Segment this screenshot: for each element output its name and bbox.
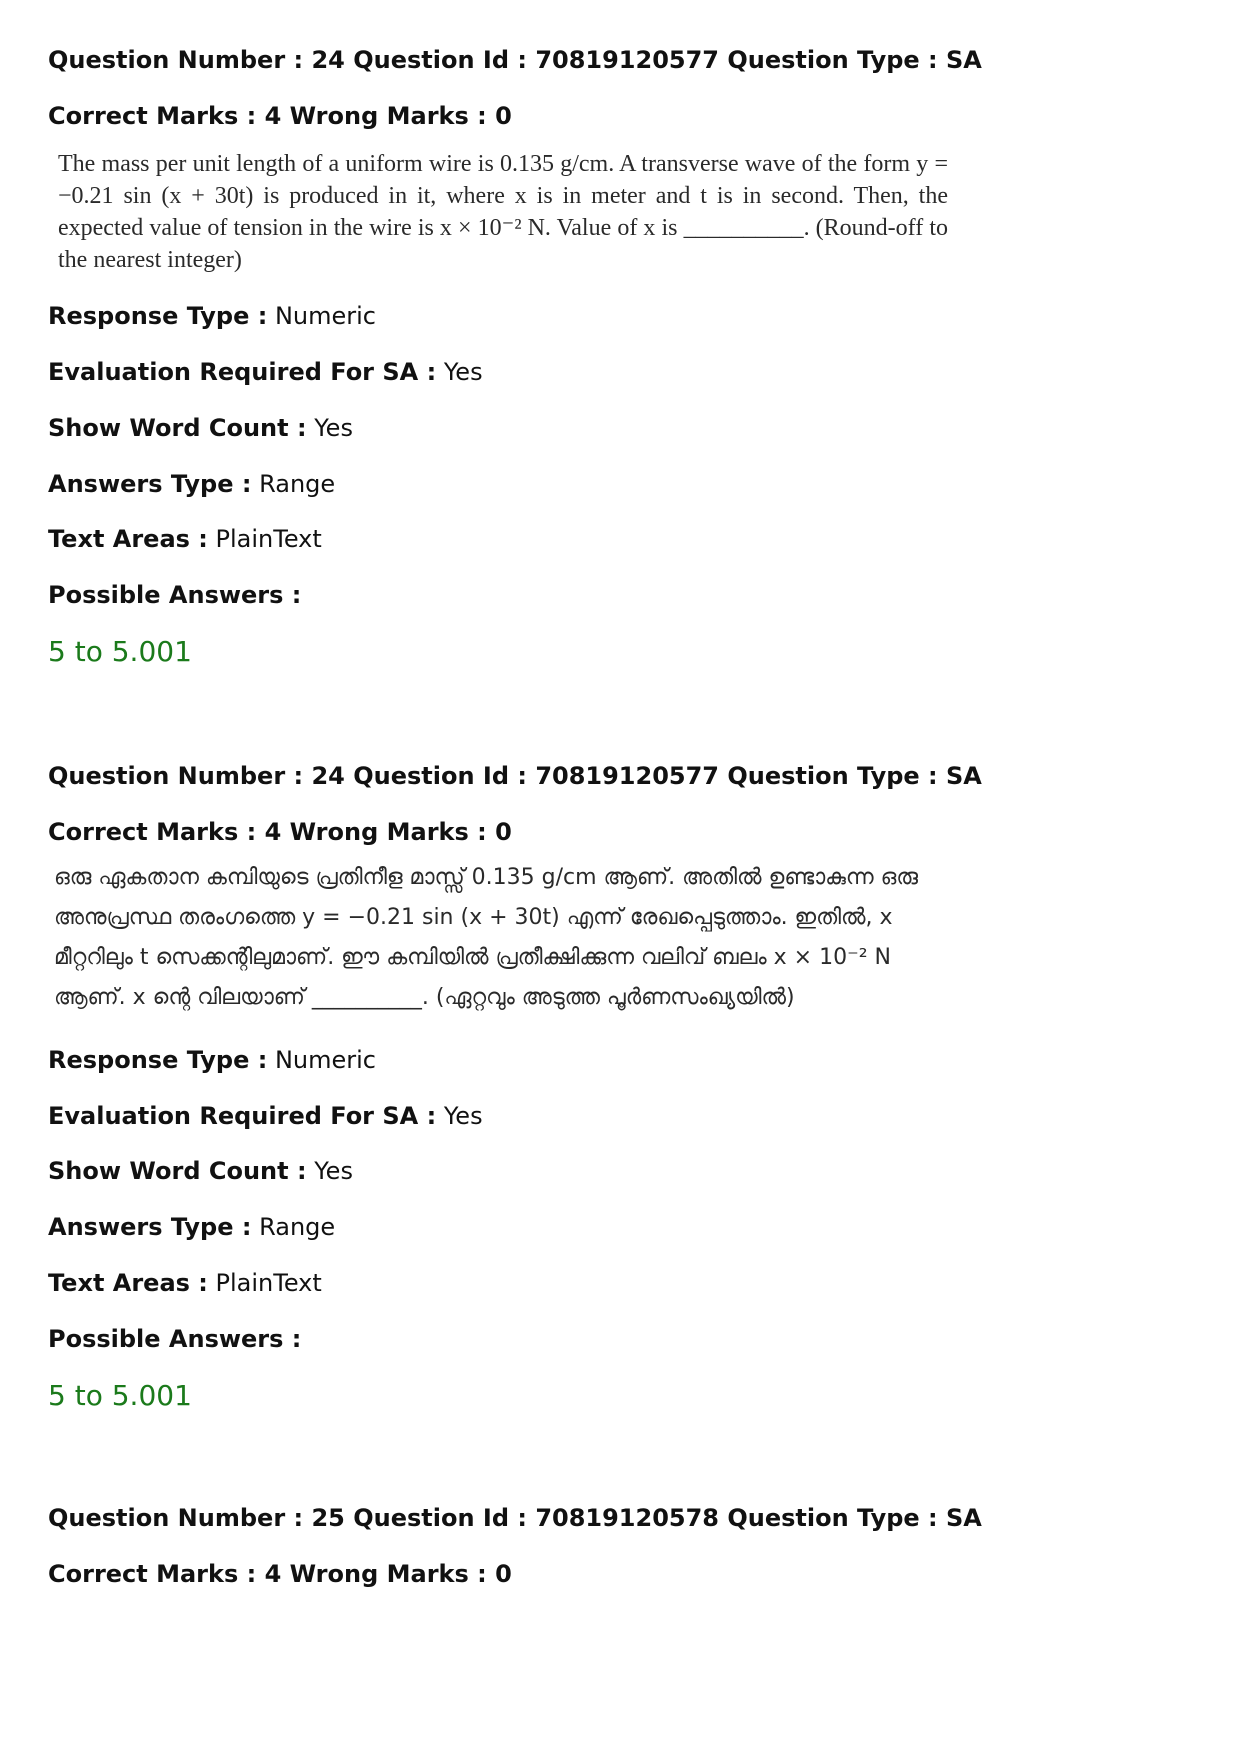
question-header: Question Number : 24 Question Id : 70819120577 Question Type : SA [48, 46, 982, 74]
field-evaluation-required: Evaluation Required For SA : Yes [48, 1102, 483, 1130]
marks-line: Correct Marks : 4 Wrong Marks : 0 [48, 1560, 512, 1588]
question-header: Question Number : 24 Question Id : 70819120577 Question Type : SA [48, 762, 982, 790]
field-response-type: Response Type : Numeric [48, 302, 376, 330]
marks-line: Correct Marks : 4 Wrong Marks : 0 [48, 102, 512, 130]
possible-answer-value: 5 to 5.001 [48, 635, 192, 668]
question-text-malayalam: ഒരു ഏകതാന കമ്പിയുടെ പ്രതിനീള മാസ്സ് 0.135 g/cm ആണ്. അതിൽ ഉണ്ടാകുന്ന ഒരു അനുപ്രസ്ഥ തരംഗത്തെ y = −0.21 sin (x + 30t) എന്ന് രേഖപ്പെടുത്താം. ഇതിൽ, x മീറ്ററിലും t സെക്കന്റിലുമാണ്. ഈ കമ്പിയിൽ പ്രതീക്ഷിക്കുന്ന വലിവ് ബലം x × 10⁻² N ആണ്. x ന്റെ വിലയാണ് __________. (ഏറ്റവും അടുത്ത പൂർണസംഖ്യയിൽ) [54, 865, 918, 1010]
field-response-type: Response Type : Numeric [48, 1046, 376, 1074]
question-header: Question Number : 25 Question Id : 70819120578 Question Type : SA [48, 1504, 982, 1532]
field-possible-answers: Possible Answers : [48, 581, 302, 609]
field-text-areas: Text Areas : PlainText [48, 525, 322, 553]
marks-line: Correct Marks : 4 Wrong Marks : 0 [48, 818, 512, 846]
field-answers-type: Answers Type : Range [48, 470, 336, 498]
field-evaluation-required: Evaluation Required For SA : Yes [48, 358, 483, 386]
field-possible-answers: Possible Answers : [48, 1325, 302, 1353]
field-text-areas: Text Areas : PlainText [48, 1269, 322, 1297]
possible-answer-value: 5 to 5.001 [48, 1379, 192, 1412]
question-text-english: The mass per unit length of a uniform wire is 0.135 g/cm. A transverse wave of the form y = −0.21 sin (x + 30t) is produced in it, where x is in meter and t is in second. Then, the expected value of tension in the wire is x × 10⁻² N. Value of x is __________. (Round-off to the nearest integer) [58, 151, 948, 273]
field-show-word-count: Show Word Count : Yes [48, 414, 353, 442]
field-answers-type: Answers Type : Range [48, 1213, 336, 1241]
field-show-word-count: Show Word Count : Yes [48, 1157, 353, 1185]
